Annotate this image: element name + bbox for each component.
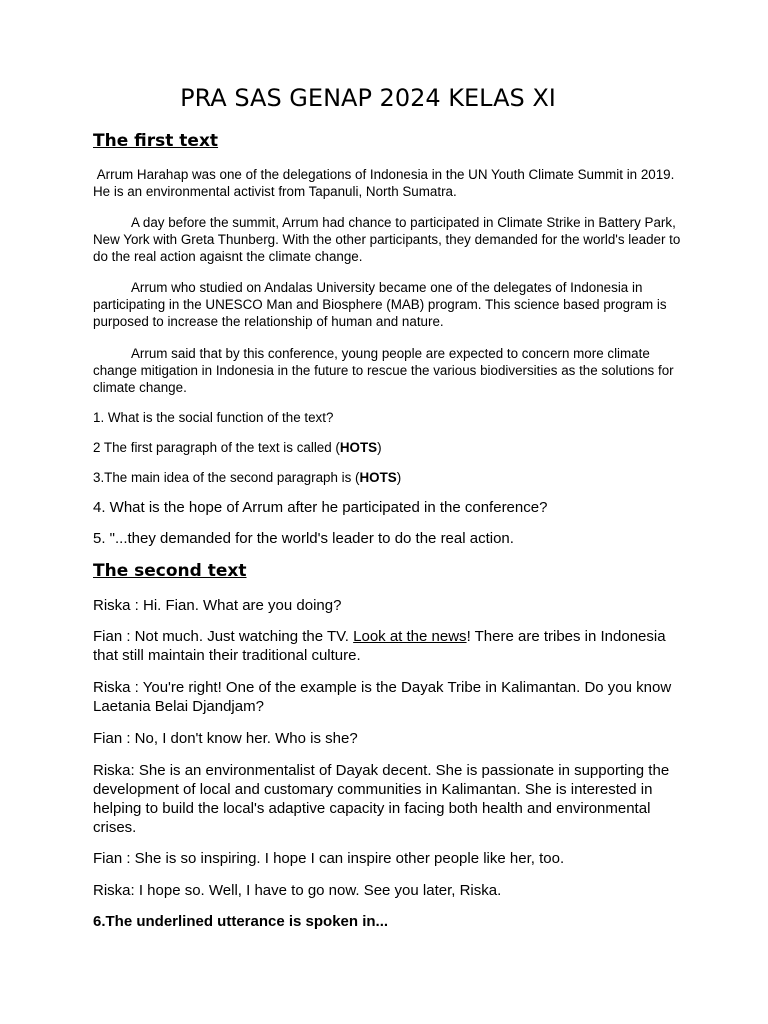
question-2-text: 2 The first paragraph of the text is called ( — [93, 440, 340, 455]
question-3-hots: HOTS — [359, 470, 397, 485]
question-6 — [93, 912, 683, 931]
question-2 — [93, 439, 683, 456]
question-3-close: ) — [396, 470, 402, 485]
question-5: 5. "...they demanded for the world's leader to do the real action. — [93, 530, 514, 547]
first-text-heading: The first text — [93, 131, 219, 151]
question-2-close: ) — [377, 440, 382, 455]
first-text-paragraph-1-text: Arrum Harahap was one of the delegations of Indonesia in the UN Youth Climate Summit in 2019. He is an environmental activist from Tapanuli, North Sumatra. — [93, 167, 675, 199]
dialogue-line-3: Riska : You're right! One of the example is the Dayak Tribe in Kalimantan. Do you know Laetania Belai Djandjam? — [93, 679, 672, 715]
dialogue-line-1: Riska : Hi. Fian. What are you doing? — [93, 597, 342, 614]
first-text-paragraph-2: A day before the summit, Arrum had chance to participated in Climate Strike in Battery Park, New York with Greta Thunberg. With the other participants, they demanded for the world's leader to do the real action agaisnt the climate change. — [93, 215, 681, 264]
question-3-text: 3.The main idea of the second paragraph is ( — [93, 470, 360, 485]
dialogue-line-2 — [93, 627, 683, 665]
second-text-heading: The second text — [93, 561, 247, 581]
first-text-paragraph-1 — [93, 166, 683, 200]
question-3 — [93, 469, 683, 486]
dialogue-line-2-start: Fian : Not much. Just watching the TV. — [93, 628, 354, 645]
dialogue-line-6: Fian : She is so inspiring. I hope I can inspire other people like her, too. — [93, 850, 565, 867]
first-text-paragraph-3: Arrum who studied on Andalas University became one of the delegates of Indonesia in participating in the UNESCO Man and Biosphere (MAB) program. This science based program is purposed to increase the relationship of human and nature. — [93, 280, 667, 329]
first-text-paragraph-4: Arrum said that by this conference, young people are expected to concern more climate change mitigation in Indonesia in the future to rescue the various biodiversities as the solutions for climate change. — [93, 346, 674, 395]
page-title: PRA SAS GENAP 2024 KELAS XI — [180, 84, 556, 112]
dialogue-line-7: Riska: I hope so. Well, I have to go now. See you later, Riska. — [93, 882, 502, 899]
dialogue-line-5: Riska: She is an environmentalist of Dayak decent. She is passionate in supporting the development of local and customary communities in Kalimantan. She is interested in helping to build the local's adaptive capacity in facing both health and environmental crises. — [93, 762, 670, 836]
dialogue-line-2-end: ! There are tribes in Indonesia that still maintain their traditional culture. — [93, 628, 666, 664]
underlined-utterance: Look at the news — [353, 628, 467, 645]
question-4: 4. What is the hope of Arrum after he participated in the conference? — [93, 499, 548, 516]
dialogue-line-4: Fian : No, I don't know her. Who is she? — [93, 730, 358, 747]
question-1: 1. What is the social function of the text? — [93, 410, 334, 425]
question-6-text: 6.The underlined utterance is spoken in... — [93, 913, 389, 930]
question-2-hots: HOTS — [339, 440, 378, 455]
